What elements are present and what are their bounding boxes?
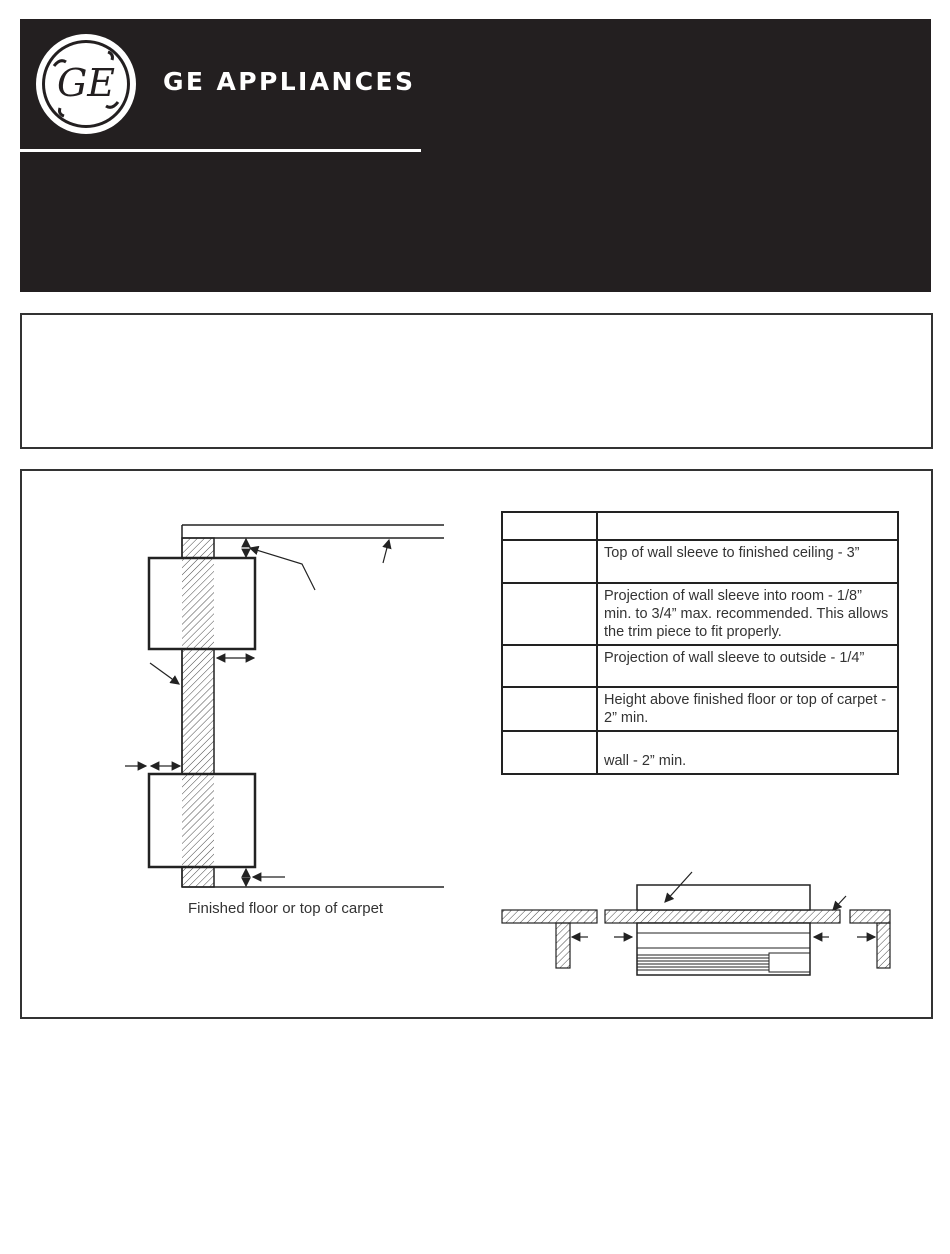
table-row (502, 583, 898, 645)
spec-table (501, 511, 899, 775)
spec-key (502, 645, 597, 687)
table-row (502, 645, 898, 687)
spec-key (502, 512, 597, 540)
spec-key (502, 583, 597, 645)
spec-desc: Projection of wall sleeve into room - 1/8” min. to 3/4” max. recommended. This allows the trim piece to fit properly. (597, 583, 898, 645)
table-row (502, 540, 898, 583)
table-row (502, 512, 898, 540)
table-row (502, 687, 898, 731)
spec-desc: Projection of wall sleeve to outside - 1/4” (597, 645, 898, 687)
side-elevation-view (125, 525, 444, 887)
spec-desc: wall - 2” min. (597, 731, 898, 774)
spec-desc (597, 512, 898, 540)
spec-desc: Top of wall sleeve to finished ceiling - 3” (597, 540, 898, 583)
spec-key (502, 731, 597, 774)
svg-text:GE: GE (56, 61, 116, 105)
brand-name: GE APPLIANCES (163, 67, 416, 96)
spec-desc: Height above finished floor or top of carpet - 2” min. (597, 687, 898, 731)
floor-label: Finished floor or top of carpet (188, 900, 384, 917)
spec-key (502, 540, 597, 583)
spec-key (502, 687, 597, 731)
table-row (502, 731, 898, 774)
plan-view (502, 872, 890, 975)
